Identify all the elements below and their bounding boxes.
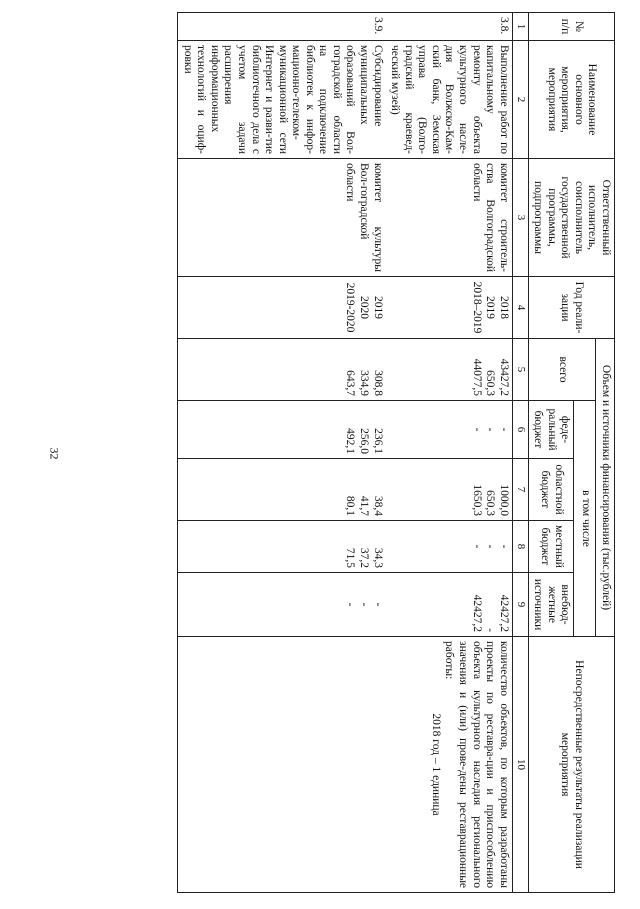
page-number: 32 [47,447,62,460]
row-name: Выполнение работ по капитальному ремонту объекта культурного насле-дия Волжско-Кам-ский банк, Земская управа (Волго-градский краевед-ческий музей) [386,41,513,159]
federal-value: - [497,427,510,432]
header-regional: областной бюджет [528,459,574,521]
total-value: 650,3 [484,370,497,396]
row-total [178,339,386,401]
col-number: 5 [512,339,528,401]
total-value: 44077,5 [470,358,483,396]
row-federal [178,401,386,459]
header-year: Год реали-зации [528,277,614,339]
budget-table [177,12,615,893]
row-result [386,637,513,893]
regional-value: 41,7 [358,495,371,516]
header-extrabudgetary: внебюд-жетные источники [528,573,574,637]
extrabudgetary-value: - [371,602,384,607]
col-number: 2 [512,41,528,159]
federal-value: 256,0 [358,428,371,454]
federal-value: 236,1 [371,428,384,454]
header-including: в том числе [574,401,596,637]
row-local [386,521,513,573]
extrabudgetary-value: 42427,2 [497,594,510,633]
row-responsible: комитет строитель-ства Волгоградской области [386,159,513,277]
row-years [178,277,386,339]
regional-value: 1650,3 [470,484,483,516]
local-value: 34,3 [371,547,384,568]
federal-value: - [470,427,483,432]
header-num: № п/п [528,13,614,41]
extrabudgetary-value: - [344,602,357,607]
row-federal [386,401,513,459]
total-value: 334,9 [358,370,371,396]
local-value: - [484,544,497,549]
result-value: 2018 год – 1 единица [429,713,442,816]
local-value: - [497,544,510,549]
total-value: 43427,2 [497,358,510,396]
extrabudgetary-value: - [484,628,497,633]
header-finance: Объем и источники финансирования (тыс.рублей) [596,339,615,637]
row-responsible: комитет культуры Вол-гоградской области [178,159,386,277]
row-num: 3.9. [178,13,386,41]
col-number: 9 [512,573,528,637]
total-value: 643,7 [344,370,357,396]
total-value: 308,8 [371,370,384,396]
table-row [386,13,513,893]
extrabudgetary-value: 42427,2 [470,594,483,633]
extrabudgetary-value: - [358,602,371,607]
year-value: 2020 [358,296,371,319]
regional-value: 1000,0 [497,484,510,516]
col-number: 6 [512,401,528,459]
result-text: количество объектов, по которым разработаны проекты по реставра-ции и приспособлению объекта культурного наследия регионального значения и (или) прове-дены реставрационные работы: [443,641,510,889]
header-name: Наименование основного мероприятия, мероприятия [528,41,614,159]
row-result [178,637,386,893]
row-num: 3.8. [386,13,513,41]
row-extrabudgetary [178,573,386,637]
local-value: - [470,544,483,549]
col-number: 7 [512,459,528,521]
header-responsible: Ответственный исполнитель, соисполнитель государственной программы, подпрограммы [528,159,614,277]
col-number: 8 [512,521,528,573]
year-value: 2018 [497,296,510,319]
local-value: 71,5 [344,547,357,568]
budget-table-container [75,12,615,892]
federal-value: - [484,427,497,432]
row-years [386,277,513,339]
col-number: 3 [512,159,528,277]
local-value: 37,2 [358,547,371,568]
col-number: 10 [512,637,528,893]
row-total [386,339,513,401]
year-value: 2018–2019 [470,281,483,334]
header-total: всего [528,339,596,401]
year-value: 2019 [371,296,384,319]
row-local [178,521,386,573]
col-number: 4 [512,277,528,339]
regional-value: 38,4 [371,495,384,516]
row-regional [386,459,513,521]
header-federal: феде-ральный бюджет [528,401,574,459]
row-name: Субсидирование муниципальных образований Вол-гоградской области на подключение библиотек к инфор-мационно-телеком-муникационной сети Интернет и разви-тие библиотечного дела с учетом задачи расширения информационных технологий и оциф-ровки [178,41,386,159]
header-result: Непосредственные результаты реализации мероприятия [528,637,614,893]
regional-value: 80,1 [344,495,357,516]
col-number: 1 [512,13,528,41]
row-extrabudgetary [386,573,513,637]
header-local: местный бюджет [528,521,574,573]
table-row [178,13,386,893]
year-value: 2019 [484,296,497,319]
row-regional [178,459,386,521]
federal-value: 492,1 [344,428,357,454]
year-value: 2019-2020 [344,282,357,333]
regional-value: 650,3 [484,490,497,516]
